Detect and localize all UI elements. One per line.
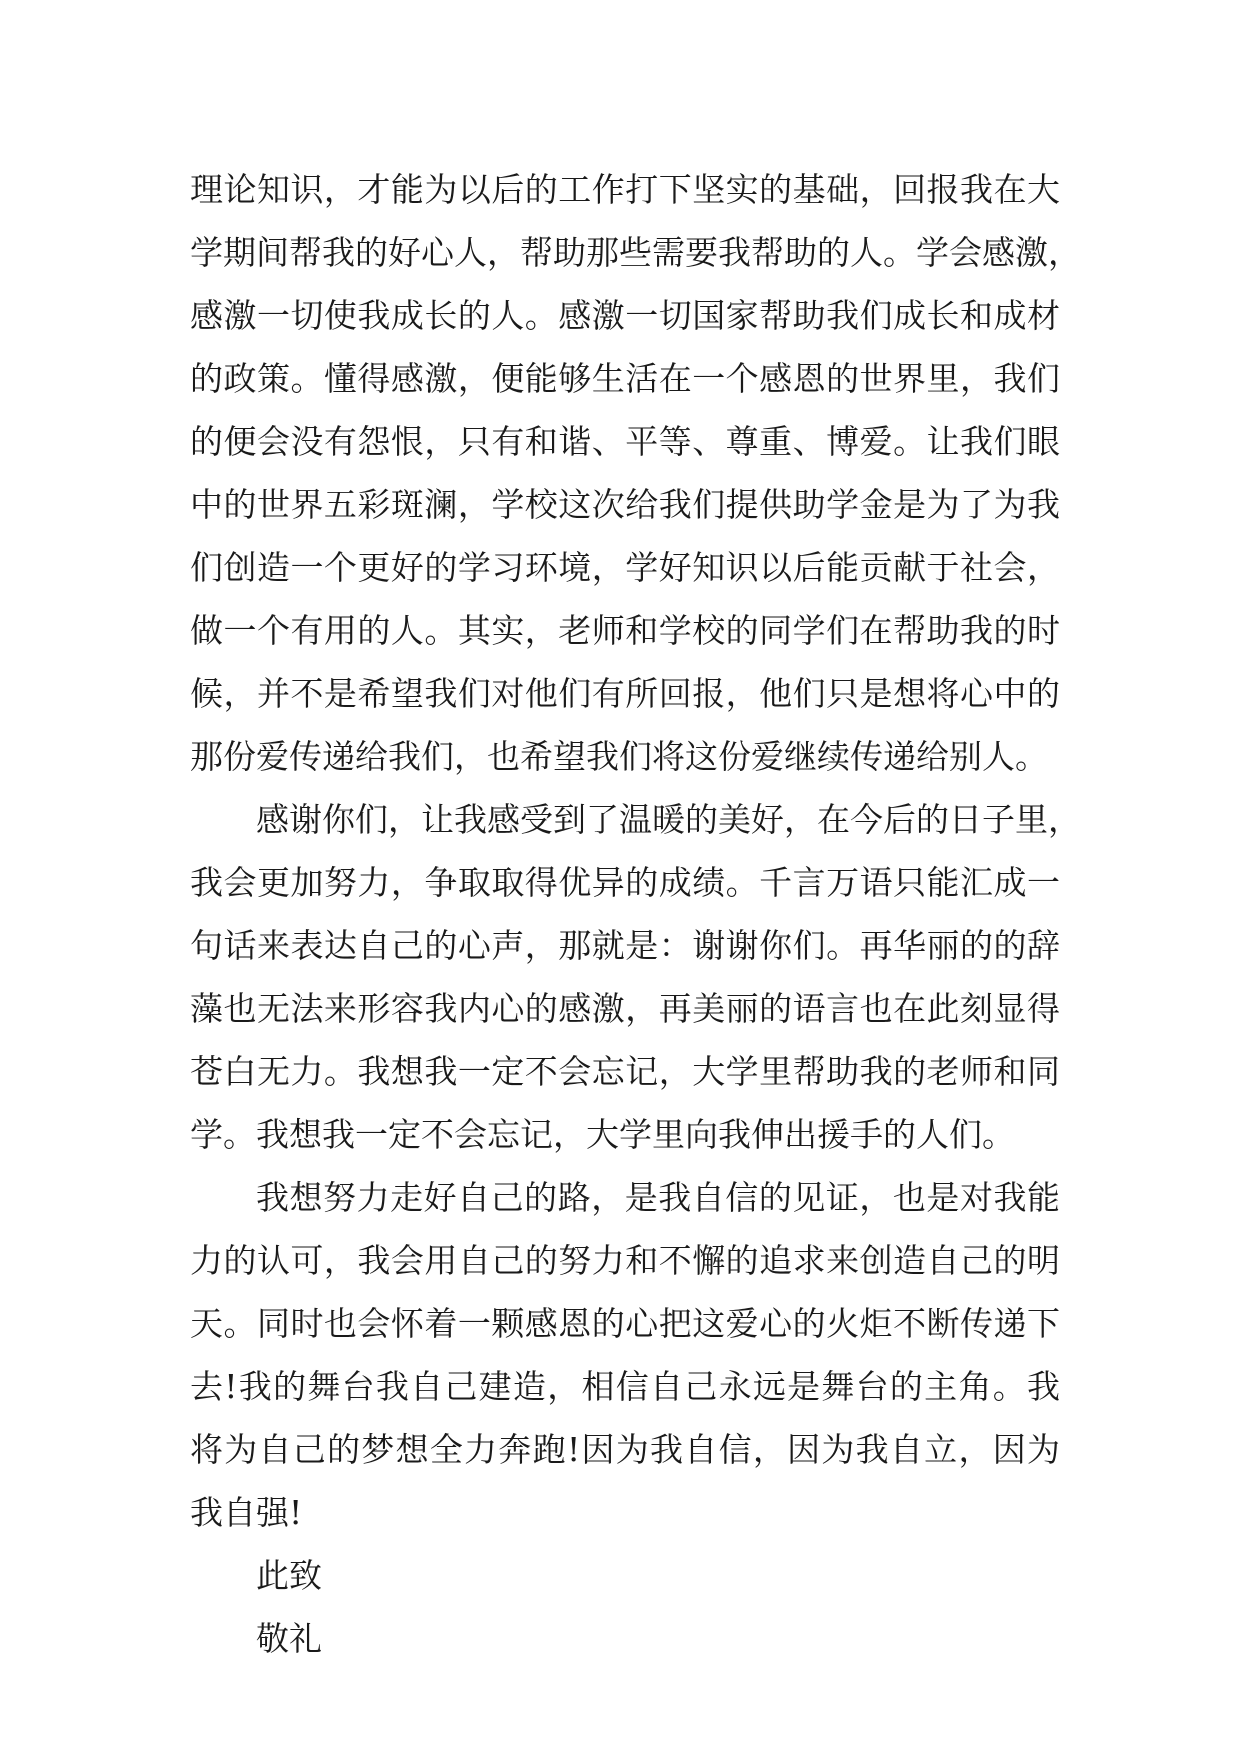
closing-salutation [190,1544,1060,1607]
text-line: 理论知识，才能为以后的工作打下坚实的基础，回报我在大 [190,170,1060,209]
text-line: 天。同时也会怀着一颗感恩的心把这爱心的火炬不断传递下 [190,1304,1060,1343]
closing-regards [190,1607,1060,1670]
text-line: 学。我想我一定不会忘记，大学里向我伸出援手的人们。 [190,1115,1015,1154]
closing-line: 此致 [256,1556,322,1595]
text-line: 候，并不是希望我们对他们有所回报，他们只是想将心中的 [190,674,1060,713]
text-line: 我自强! [190,1493,303,1532]
text-line: 的便会没有怨恨，只有和谐、平等、尊重、博爱。让我们眼 [190,422,1060,461]
text-line: 感谢你们，让我感受到了温暖的美好，在今后的日子里， [256,800,1081,839]
letter-body [190,158,1081,1670]
text-line: 苍白无力。我想我一定不会忘记，大学里帮助我的老师和同 [190,1052,1060,1091]
text-line: 我会更加努力，争取取得优异的成绩。千言万语只能汇成一 [190,863,1060,902]
text-line: 句话来表达自己的心声，那就是：谢谢你们。再华丽的的辞 [190,926,1060,965]
text-line: 力的认可，我会用自己的努力和不懈的追求来创造自己的明 [190,1241,1060,1280]
text-line: 们创造一个更好的学习环境，学好知识以后能贡献于社会， [190,548,1060,587]
paragraph-1 [190,158,1081,788]
text-line: 去!我的舞台我自己建造，相信自己永远是舞台的主角。我 [190,1367,1060,1406]
text-line: 中的世界五彩斑澜，学校这次给我们提供助学金是为了为我 [190,485,1060,524]
text-line: 的政策。懂得感激，便能够生活在一个感恩的世界里，我们 [190,359,1060,398]
regards-line: 敬礼 [256,1619,322,1658]
text-line: 感激一切使我成长的人。感激一切国家帮助我们成长和成材 [190,296,1060,335]
text-line: 藻也无法来形容我内心的感激，再美丽的语言也在此刻显得 [190,989,1060,1028]
paragraph-3 [190,1166,1060,1544]
paragraph-2 [190,788,1081,1166]
text-line: 我想努力走好自己的路，是我自信的见证，也是对我能 [256,1178,1060,1217]
text-line: 将为自己的梦想全力奔跑!因为我自信，因为我自立，因为 [190,1430,1060,1469]
text-line: 那份爱传递给我们，也希望我们将这份爱继续传递给别人。 [190,737,1048,776]
text-line: 学期间帮我的好心人，帮助那些需要我帮助的人。学会感激， [190,233,1081,272]
text-line: 做一个有用的人。其实，老师和学校的同学们在帮助我的时 [190,611,1060,650]
